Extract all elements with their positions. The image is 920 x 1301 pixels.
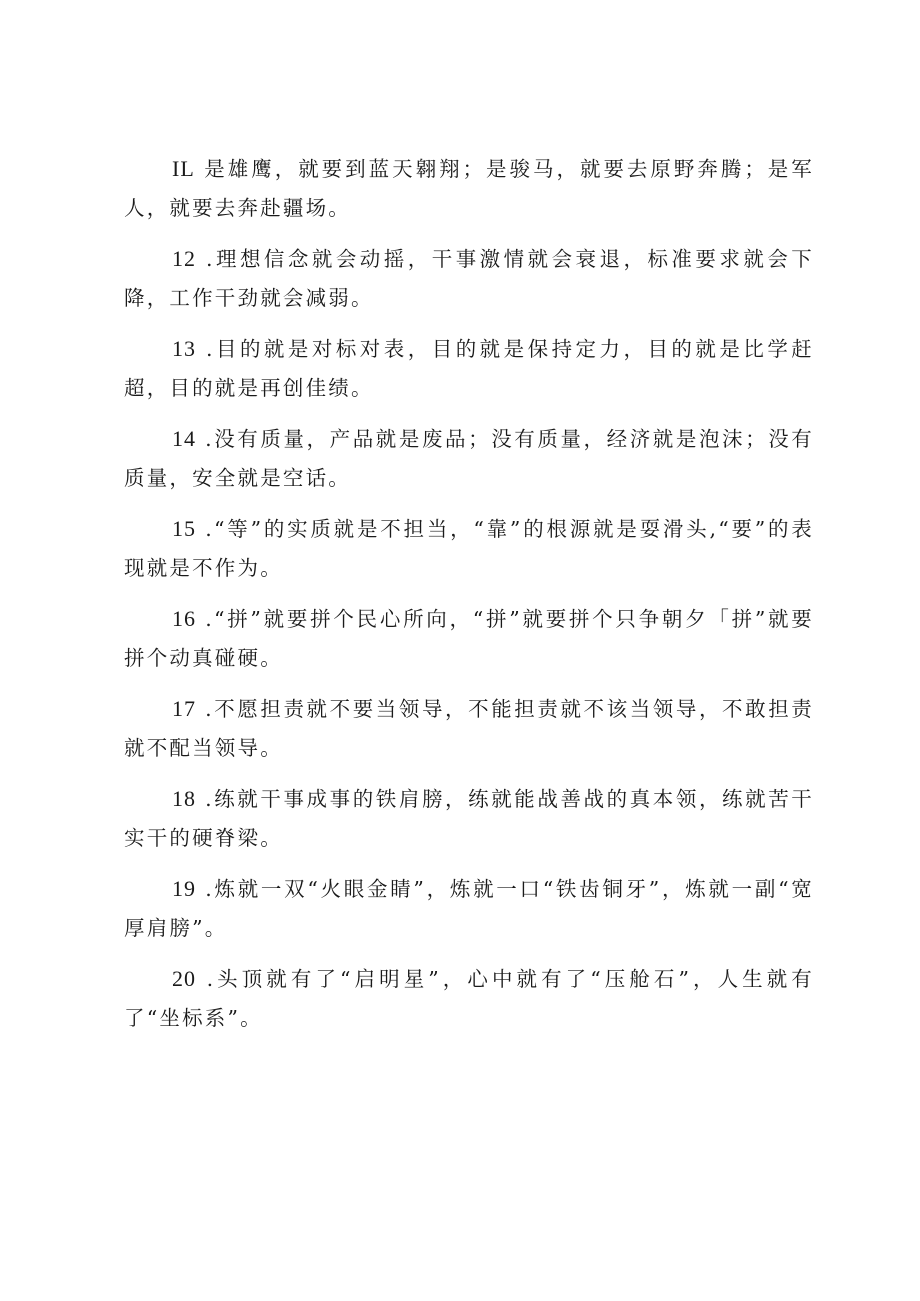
item-text: .没有质量，产品就是废品；没有质量，经济就是泡沫；没有质量，安全就是空话。 (124, 427, 814, 490)
item-text: .不愿担责就不要当领导，不能担责就不该当领导，不敢担责就不配当领导。 (124, 697, 814, 760)
item-number: 15 (172, 516, 196, 541)
list-item (124, 330, 814, 407)
item-text: .“等”的实质就是不担当，“靠”的根源就是耍滑头,“要”的表现就是不作为。 (124, 517, 814, 580)
item-text: .“拼”就要拼个民心所向，“拼”就要拼个只争朝夕「拼”就要拼个动真碰硬。 (124, 607, 814, 670)
item-number: 20 (172, 966, 196, 991)
item-number: 16 (172, 606, 196, 631)
list-item (124, 150, 814, 227)
list-item (124, 510, 814, 587)
list-item (124, 420, 814, 497)
item-number: 18 (172, 786, 196, 811)
item-text: .头顶就有了“启明星”，心中就有了“压舱石”，人生就有了“坐标系”。 (124, 967, 814, 1030)
item-number: IL (172, 156, 195, 181)
document-body (124, 150, 814, 1050)
item-number: 13 (172, 336, 196, 361)
list-item (124, 780, 814, 857)
item-number: 19 (172, 876, 196, 901)
list-item (124, 240, 814, 317)
list-item (124, 960, 814, 1037)
item-text: 是雄鹰，就要到蓝天翱翔；是骏马，就要去原野奔腾；是军人，就要去奔赴疆场。 (124, 157, 814, 220)
item-number: 12 (172, 246, 196, 271)
item-text: .理想信念就会动摇，干事激情就会衰退，标准要求就会下降，工作干劲就会减弱。 (124, 247, 814, 310)
item-text: .练就干事成事的铁肩膀，练就能战善战的真本领，练就苦干实干的硬脊梁。 (124, 787, 814, 850)
item-text: .炼就一双“火眼金睛”，炼就一口“铁齿铜牙”，炼就一副“宽厚肩膀”。 (124, 877, 814, 940)
item-number: 17 (172, 696, 196, 721)
list-item (124, 690, 814, 767)
item-number: 14 (172, 426, 196, 451)
list-item (124, 870, 814, 947)
item-text: .目的就是对标对表，目的就是保持定力，目的就是比学赶超，目的就是再创佳绩。 (124, 337, 814, 400)
list-item (124, 600, 814, 677)
